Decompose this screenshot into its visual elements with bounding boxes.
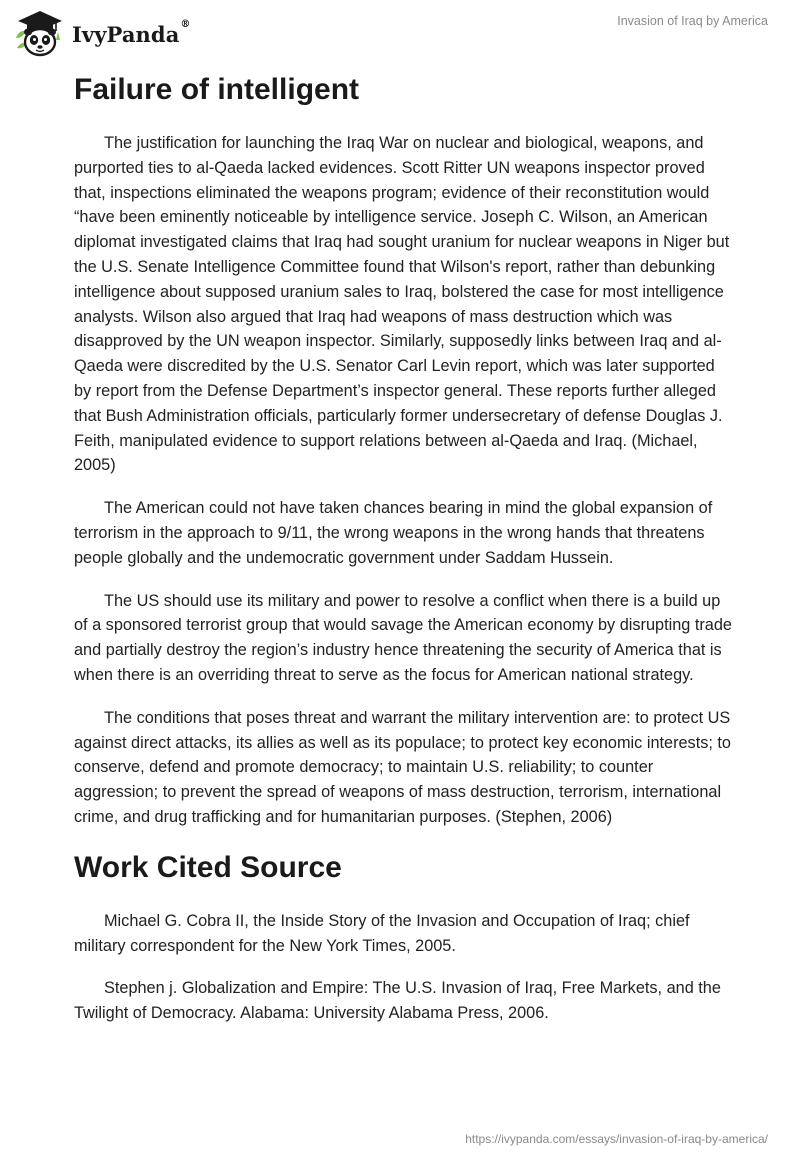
ivypanda-logo[interactable] bbox=[14, 8, 191, 58]
body-paragraph: The US should use its military and power to resolve a conflict when there is a build up of a sponsored terrorist group that would savage the American economy by disrupting trade and partially destroy the region’s industry hence threatening the security of America that is when there is an overriding threat to serve as the focus for American national strategy. bbox=[74, 591, 732, 684]
brand-name: IvyPanda® bbox=[72, 18, 191, 47]
body-paragraph: The justification for launching the Iraq War on nuclear and biological, weapons, and purported ties to al-Qaeda lacked evidences. Scott Ritter UN weapons inspector proved that, inspections eliminated the weapons program; evidence of their reconstitution would “have been eminently noticeable by intelligence service. Joseph C. Wilson, an American diplomat investigated claims that Iraq had sought uranium for nuclear weapons in Niger but the U.S. Senate Intelligence Committee found that Wilson's report, rather than debunking intelligence about supposed uranium sales to Iraq, bolstered the case for most intelligence analysts. Wilson also argued that Iraq had weapons of mass destruction which was disapproved by the UN weapon inspector. Similarly, supposedly links between Iraq and al-Qaeda were discredited by the U.S. Senator Carl Levin report, which was later supported by report from the Defense Department’s inspector general. These reports further alleged that Bush Administration officials, particularly former undersecretary of defense Douglas J. Feith, manipulated evidence to support relations between al-Qaeda and Iraq. (Michael, 2005) bbox=[74, 134, 730, 475]
essay-content bbox=[74, 70, 734, 1044]
registered-mark: ® bbox=[180, 18, 191, 30]
body-paragraph: The American could not have taken chances bearing in mind the global expansion of terrorism in the approach to 9/11, the wrong weapons in the wrong hands that threatens people globally and the undemocratic government under Saddam Hussein. bbox=[74, 499, 713, 567]
page-header bbox=[0, 0, 800, 60]
section-heading-intelligence: Failure of intelligent bbox=[74, 73, 360, 106]
citation-entry: Michael G. Cobra II, the Inside Story of the Invasion and Occupation of Iraq; chief military correspondent for the New York Times, 2005. bbox=[74, 911, 690, 955]
citation-entry: Stephen j. Globalization and Empire: The U.S. Invasion of Iraq, Free Markets, and the Twilight of Democracy. Alabama: University Alabama Press, 2006. bbox=[74, 979, 721, 1023]
source-url-link[interactable]: https://ivypanda.com/essays/invasion-of-iraq-by-america/ bbox=[465, 1132, 768, 1146]
body-paragraph: The conditions that poses threat and warrant the military intervention are: to protect US against direct attacks, its allies as well as its populace; to protect key economic interests; to conserve, defend and promote democracy; to maintain U.S. reliability; to counter aggression; to prevent the spread of weapons of mass destruction, terrorism, international crime, and drug trafficking and for humanitarian purposes. (Stephen, 2006) bbox=[74, 708, 731, 826]
panda-graduate-icon bbox=[14, 8, 66, 58]
section-heading-works-cited: Work Cited Source bbox=[74, 850, 342, 884]
document-title: Invasion of Iraq by America bbox=[617, 14, 768, 28]
